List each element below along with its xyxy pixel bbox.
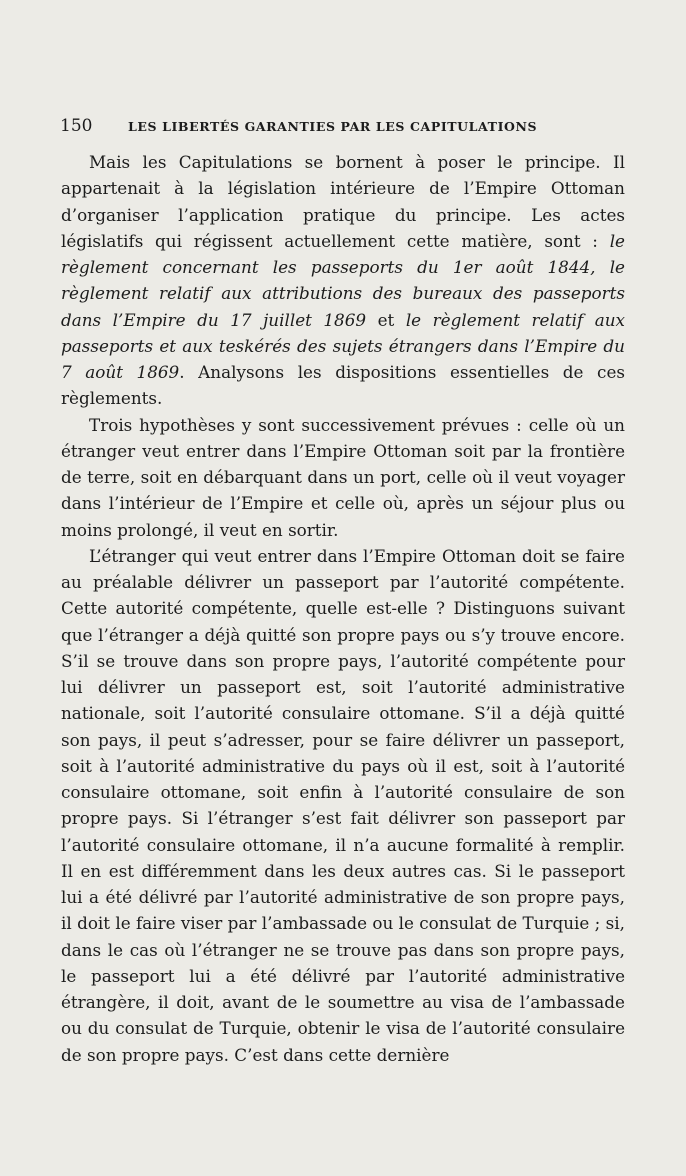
running-head: LES LIBERTÉS GARANTIES PAR LES CAPITULATIONS	[128, 119, 538, 134]
text-segment: . Analysons les dispositions essentielles de ces règlements.	[61, 362, 626, 409]
paragraph-3	[61, 543, 625, 1068]
italic-segment: le règlement concernant les passeports du 1er août 1844, le règlement relatif aux attributions des bureaux des passeports dans l’Empire du 17 juillet 1869	[61, 230, 625, 330]
paragraph-1	[61, 149, 625, 412]
paragraph-2	[61, 412, 625, 543]
page-number: 150	[60, 116, 93, 136]
italic-segment: le règlement relatif aux passeports et aux teskérés des sujets étrangers dans l’Empire du 7 août 1869	[61, 309, 625, 382]
text-segment: et	[366, 309, 406, 330]
text-segment: L’étranger qui veut entrer dans l’Empire Ottoman doit se faire au préalable délivrer un passeport par l’autorité compétente. Cette autorité compétente, quelle est-elle ? Distinguons suivant que l’étranger a déjà quitté son propre pays ou s’y trouve encore. S’il se trouve dans son propre pays, l’autorité compétente pour lui délivrer un passeport est, soit l’autorité administrative nationale, soit l’autorité consulaire ottomane. S’il a déjà quitté son pays, il peut s’adresser, pour se faire délivrer un passeport, soit à l’autorité administrative du pays où il est, soit à l’autorité consulaire ottomane, soit enfin à l’autorité consulaire de son propre pays. Si l’étranger s’est fait délivrer son passeport par l’autorité consulaire ottomane, il n’a aucune formalité à remplir. Il en est différemment dans les deux autres cas. Si le passeport lui a été délivré par l’autorité administrative de son propre pays, il doit le faire viser par l’ambassade ou le consulat de Turquie ; si, dans le cas où l’étranger ne se trouve pas dans son propre pays, le passeport lui a été délivré par l’autorité administrative étrangère, il doit, avant de le soumettre au visa de l’ambassade ou du consulat de Turquie, obtenir le visa de l’autorité consulaire de son propre pays. C’est dans cette dernière	[61, 545, 625, 1065]
page-header	[60, 116, 626, 137]
body-text	[61, 149, 625, 1068]
text-segment: Trois hypothèses y sont successivement prévues : celle où un étranger veut entrer dans l’Empire Ottoman soit par la frontière de terre, soit en débarquant dans un port, celle où il veut voyager dans l’intérieur de l’Empire et celle où, après un séjour plus ou moins prolongé, il veut en sortir.	[61, 414, 625, 540]
text-segment: Mais les Capitulations se bornent à poser le principe. Il appartenait à la législation intérieure de l’Empire Ottoman d’organiser l’application pratique du principe. Les actes législatifs qui régissent actuellement cette matière, sont :	[61, 152, 625, 251]
